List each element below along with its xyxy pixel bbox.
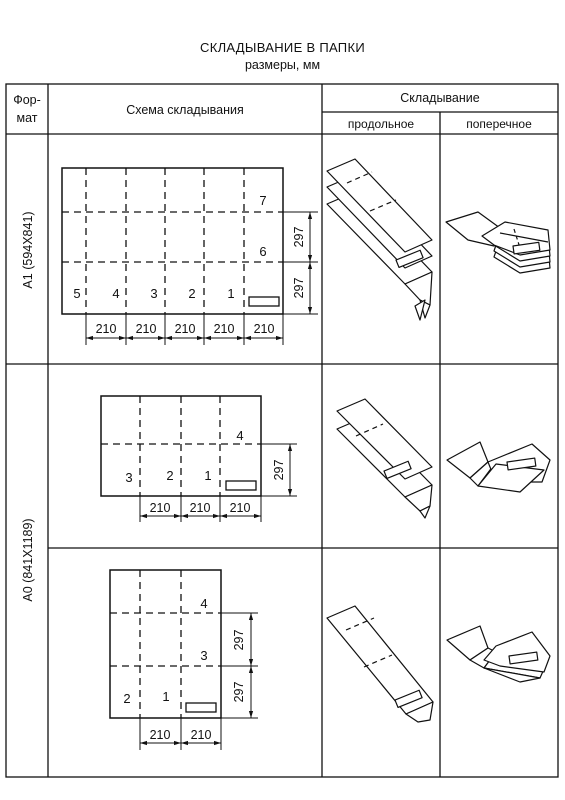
header-format-line1: Фор- [13,93,41,107]
a0v1-transverse-fold-illustration [447,442,550,492]
a0-scheme-2 [110,570,258,750]
a0v2-panel-3: 3 [200,648,208,663]
a1-width-4: 210 [213,322,235,336]
a1-panel-6: 6 [259,244,267,259]
a0v1-longitudinal-fold-illustration [337,399,432,518]
a1-panel-2: 2 [188,286,196,301]
a0v2-longitudinal-fold-illustration [327,606,433,722]
a1-panel-5: 5 [73,286,81,301]
title-block-box [226,481,256,490]
a0v2-width-1: 210 [149,728,171,742]
a1-height-2: 297 [292,277,306,299]
a0v1-panel-4: 4 [236,428,244,443]
header-scheme: Схема складывания [126,103,244,117]
table-grid [6,84,558,777]
a1-transverse-fold-illustration [446,212,550,273]
header-longitudinal: продольное [347,117,415,131]
title-block-box [249,297,279,306]
header-folding: Складывание [400,91,480,105]
a1-height-1: 297 [292,226,306,248]
a0v1-height: 297 [272,459,286,481]
a1-panel-7: 7 [259,193,267,208]
a0v2-panel-2: 2 [123,691,131,706]
a1-panel-4: 4 [112,286,120,301]
header-format-line2: мат [16,111,38,125]
a0v2-panel-1: 1 [162,689,170,704]
page-title: СКЛАДЫВАНИЕ В ПАПКИ [200,40,365,55]
a1-longitudinal-fold-illustration [327,159,432,320]
a1-panel-1: 1 [227,286,235,301]
a0v1-panel-2: 2 [166,468,174,483]
a0v1-width-2: 210 [189,501,211,515]
a0v1-width-3: 210 [229,501,251,515]
a0v2-panel-4: 4 [200,596,208,611]
a0v1-panel-3: 3 [125,470,133,485]
a1-width-3: 210 [174,322,196,336]
a0v2-height-1: 297 [232,629,246,651]
format-a0-label: А0 (841Х1189) [21,518,35,602]
a1-panel-3: 3 [150,286,158,301]
a1-width-5: 210 [253,322,275,336]
format-a1-label: А1 (594Х841) [21,211,35,289]
a0v2-width-2: 210 [190,728,212,742]
a0v1-width-1: 210 [149,501,171,515]
a0v1-panel-1: 1 [204,468,212,483]
a0v2-height-2: 297 [232,681,246,703]
a1-width-2: 210 [135,322,157,336]
a0v2-transverse-fold-illustration [447,626,550,682]
header-transverse: поперечное [466,117,532,131]
a0-scheme-1 [101,396,297,522]
page-subtitle: размеры, мм [244,58,321,72]
a1-scheme [62,168,318,345]
title-block-box [186,703,216,712]
a1-width-1: 210 [95,322,117,336]
